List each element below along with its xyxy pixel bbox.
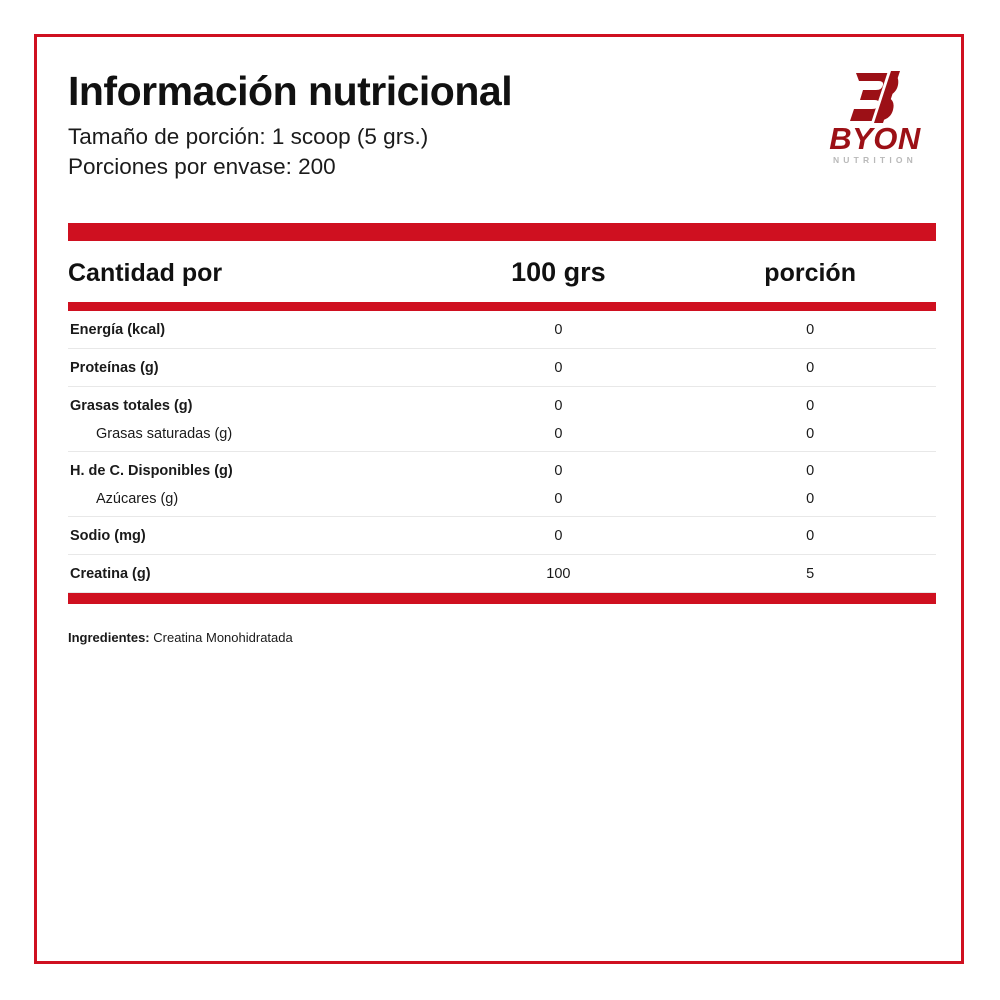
table-row [68,517,936,555]
column-header-per-100g: 100 grs [511,257,606,287]
nutrient-value-per-serving: 0 [806,398,815,414]
nutrition-label-frame [34,34,964,964]
nutrient-value-per-100g: 100 [546,566,571,582]
nutrient-value-per-100g: 0 [554,528,563,544]
nutrient-name: Grasas totales (g) [70,398,193,414]
brand-tagline: NUTRITION [832,155,918,165]
label-content [68,65,936,645]
page-title: Información nutricional [68,68,513,114]
column-header-nutrient: Cantidad por [68,259,223,287]
ingredients-line [68,630,936,645]
table-row [68,489,936,517]
divider-bar-top [68,223,936,241]
nutrient-value-per-100g: 0 [554,463,563,479]
table-row [68,424,936,452]
table-row [68,555,936,593]
servings-per-container-line: Porciones por envase: 200 [68,154,336,180]
brand-wordmark: BYON [829,121,921,156]
nutrient-name: Energía (kcal) [70,322,166,338]
nutrient-value-per-serving: 0 [806,491,815,507]
nutrient-value-per-serving: 0 [806,360,815,376]
table-row [68,349,936,387]
nutrient-value-per-serving: 0 [806,463,815,479]
nutrient-name: Grasas saturadas (g) [96,426,233,442]
nutrient-value-per-serving: 0 [806,426,815,442]
nutrient-name: Sodio (mg) [70,528,146,544]
nutrient-value-per-100g: 0 [554,426,563,442]
nutrient-value-per-100g: 0 [554,322,563,338]
table-row [68,452,936,489]
nutrient-value-per-100g: 0 [554,398,563,414]
nutrient-name: Proteínas (g) [70,360,159,376]
nutrient-value-per-serving: 0 [806,322,815,338]
table-row [68,311,936,349]
nutrient-value-per-serving: 0 [806,528,815,544]
nutrient-value-per-100g: 0 [554,491,563,507]
table-header-row [68,241,936,302]
nutrient-name: Azúcares (g) [96,491,179,507]
nutrient-value-per-serving: 5 [806,566,815,582]
nutrient-name: Creatina (g) [70,566,151,582]
divider-bar-header [68,302,936,311]
column-header-per-serving: porción [764,259,856,287]
ingredients-label: Ingredientes: [68,630,150,645]
brand-logo [814,71,936,171]
nutrition-rows-table [68,311,936,593]
byon-b-mark-icon [848,71,902,123]
divider-bar-bottom [68,593,936,604]
serving-size-line: Tamaño de porción: 1 scoop (5 grs.) [68,124,429,150]
nutrient-value-per-100g: 0 [554,360,563,376]
nutrition-table [68,241,936,302]
nutrient-name: H. de C. Disponibles (g) [70,463,233,479]
ingredients-value: Creatina Monohidratada [153,630,293,645]
label-header [68,65,936,195]
table-row [68,387,936,424]
